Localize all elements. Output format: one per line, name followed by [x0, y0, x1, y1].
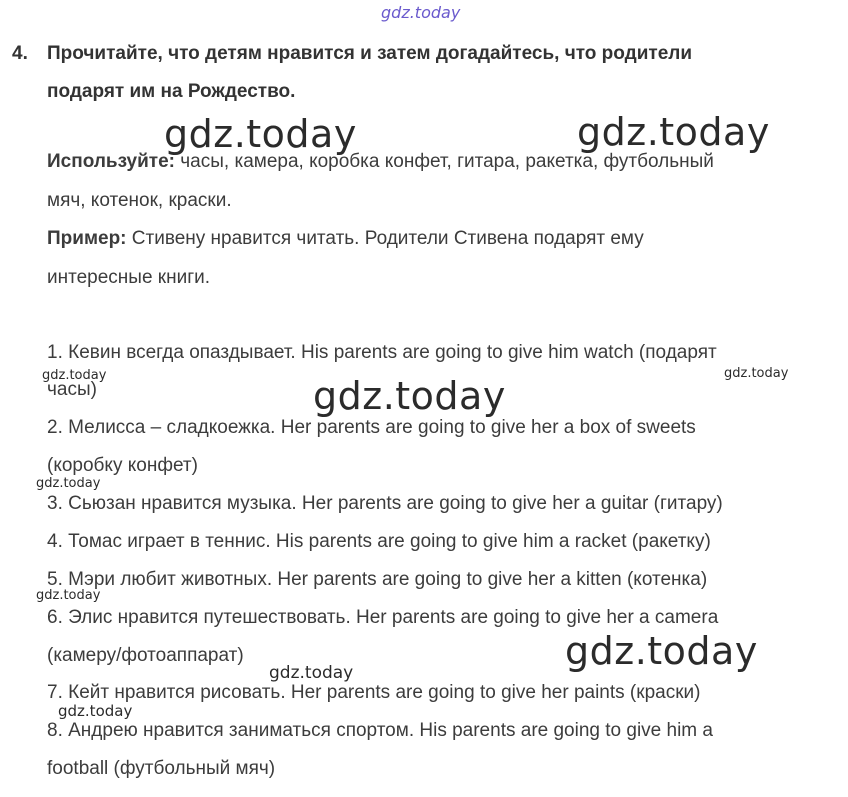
- watermark-small: gdz.today: [724, 366, 789, 381]
- task-line-1: [12, 35, 842, 73]
- watermark-large: gdz.today: [565, 629, 758, 673]
- answer-line: 8. Андрею нравится заниматься спортом. His parents are going to give him a: [47, 720, 713, 741]
- use-text: часы, камера, коробка конфет, гитара, ракетка, футбольный: [175, 151, 714, 172]
- answer-line: 1. Кевин всегда опаздывает. His parents are going to give him watch (подарят: [47, 342, 717, 363]
- use-line-2: мяч, котенок, краски.: [47, 190, 232, 211]
- use-line-1: [47, 151, 714, 173]
- answer-line: 6. Элис нравится путешествовать. Her parents are going to give her a camera: [47, 607, 719, 628]
- answer-line: (камеру/фотоаппарат): [47, 645, 244, 666]
- watermark-large: gdz.today: [577, 110, 770, 154]
- answer-line: 4. Томас играет в теннис. His parents are going to give him a racket (ракетку): [47, 531, 711, 552]
- task-number: 4.: [12, 43, 28, 64]
- example-line-2: интересные книги.: [47, 267, 211, 288]
- task-line-2: подарят им на Рождество.: [47, 81, 296, 102]
- watermark-large: gdz.today: [164, 112, 357, 156]
- watermark-small: gdz.today: [58, 702, 133, 720]
- example-text: Стивену нравится читать. Родители Стивена подарят ему: [126, 228, 644, 249]
- answer-line: football (футбольный мяч): [47, 758, 276, 779]
- watermark-small: gdz.today: [36, 588, 101, 603]
- answer-line: 2. Мелисса – сладкоежка. Her parents are going to give her a box of sweets: [47, 417, 696, 438]
- watermark-small: gdz.today: [269, 663, 354, 683]
- watermark-large: gdz.today: [313, 374, 506, 418]
- answer-line: часы): [47, 379, 97, 400]
- watermark-top: gdz.today: [381, 3, 461, 22]
- use-label: Используйте:: [47, 151, 175, 172]
- example-line-1: [47, 228, 644, 250]
- answer-line: 5. Мэри любит животных. Her parents are going to give her a kitten (котенка): [47, 569, 708, 590]
- example-label: Пример:: [47, 228, 127, 249]
- watermark-small: gdz.today: [42, 368, 107, 383]
- task-text: Прочитайте, что детям нравится и затем догадайтесь, что родители: [47, 43, 693, 64]
- answer-line: 7. Кейт нравится рисовать. Her parents are going to give her paints (краски): [47, 682, 701, 703]
- answer-line: 3. Сьюзан нравится музыка. Her parents are going to give her a guitar (гитару): [47, 493, 723, 514]
- watermark-small: gdz.today: [36, 476, 101, 491]
- answer-line: (коробку конфет): [47, 455, 198, 476]
- task-heading: [12, 35, 842, 111]
